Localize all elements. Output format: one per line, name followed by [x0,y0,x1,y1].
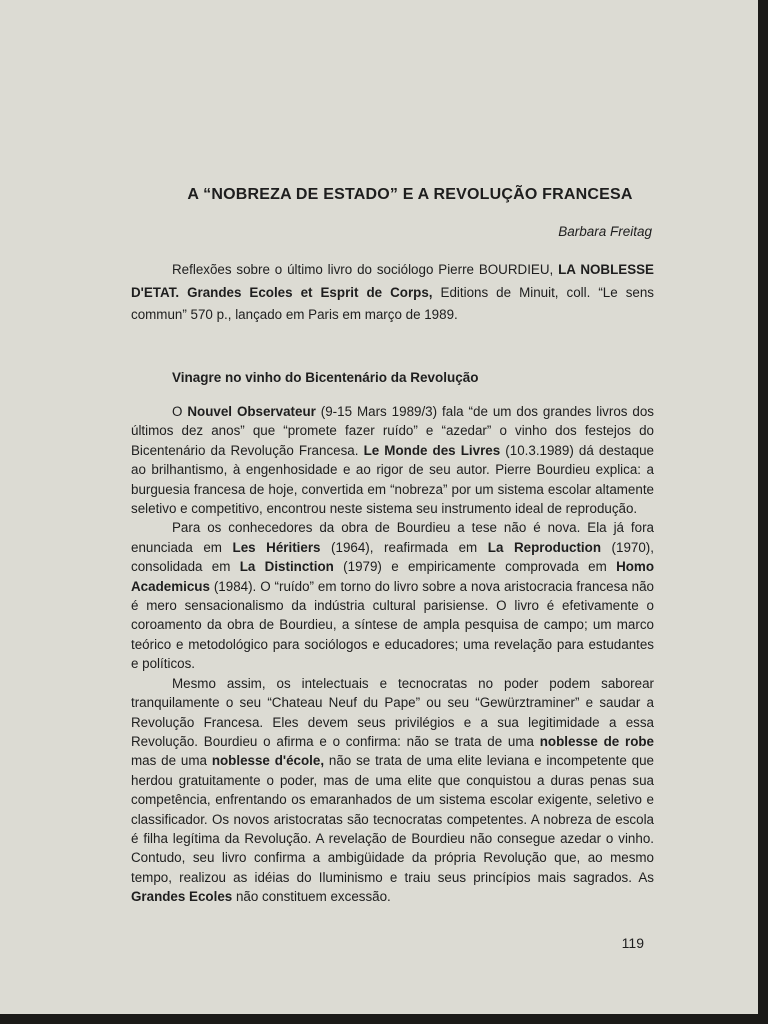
p2-bold-3: La Distinction [239,559,334,575]
p2-bold-1: Les Héritiers [232,539,321,555]
abstract-text-1: Reflexões sobre o último livro do sociólogo Pierre BOURDIEU, [172,262,559,277]
p3-bold-1: noblesse de robe [539,733,654,749]
p3-text-3: não se trata de uma elite leviana e incompetente que herdou gratuitamente o poder, mas de uma elite que conquistou a duras penas sua competência, enfrentando os emaranhados de um sistema escolar exigente, seletivo e classificador. Os novos aristocratas são tecnocratas competentes. A nobreza de escola é filha legítima da Revolução. A revelação de Bourdieu não consegue azedar o vinho. Contudo, seu livro confirma a ambigüidade da própria Revolução que, ao mesmo tempo, realizou as idéias do Iluminismo e traiu seus princípios mais sagrados. As [131,753,654,885]
section-heading: Vinagre no vinho do Bicentenário da Revolução [172,370,479,385]
p1-text-1: O [172,404,188,419]
p1-text-3: (10.3.1989) dá destaque ao brilhantismo, à engenhosidade e ao rigor de seu autor. Pierre Bourdieu explica: a burguesia francesa de hoje, convertida em “nobreza” por um sistema escolar altamente seletivo e competitivo, encontrou neste sistema seu instrumento ideal de reprodução. [131,442,654,517]
p3-bold-3: Grandes Ecoles [131,889,233,905]
p2-text-1: Para os conhecedores da obra de Bourdieu a tese não é nova. Ela já fora enunciada em [131,520,654,555]
page-number: 119 [621,935,644,951]
p3-bold-2: noblesse d'école, [211,753,325,769]
p2-text-2: (1964), reafirmada em [320,539,488,555]
p2-bold-2: La Reproduction [487,539,601,555]
p2-text-4: (1979) e empiricamente comprovada em [333,559,617,575]
abstract-text-2: Editions de Minuit, coll. “Le sens commun” 570 p., lançado em Paris em março de 1989. [131,284,654,322]
article-title: A “NOBREZA DE ESTADO” E A REVOLUÇÃO FRANCESA [187,186,633,203]
abstract-book-title: LA NOBLESSE D'ETAT. Grandes Ecoles et Esprit de Corps, [131,262,654,300]
p2-text-5: (1984). O “ruído” em torno do livro sobre a nova aristocracia francesa não é mero sensacionalismo da indústria cultural parisiense. O livro é efetivamente o coroamento da obra de Bourdieu, a síntese de ampla pesquisa de campo; um marco teórico e metodológico para sociólogos e educadores; uma revelação para estudantes e políticos. [131,578,654,672]
p3-text-1: Mesmo assim, os intelectuais e tecnocratas no poder podem saborear tranquilamente o seu “Chateau Neuf du Pape” ou seu “Gewürztraminer” e saudar a Revolução Francesa. Eles devem seus privilégios e a sua legitimidade a essa Revolução. Bourdieu o afirma e o confirma: não se trata de uma [131,675,654,749]
body-text [131,402,654,907]
p3-text-2: mas de uma [131,753,212,769]
abstract [131,259,654,327]
paragraph-3 [131,674,654,907]
p2-bold-4: Homo Academicus [131,559,654,594]
p3-text-4: não constituem excessão. [232,889,391,905]
paragraph-2 [131,518,654,673]
p1-bold-1: Nouvel Observateur [187,404,316,419]
paragraph-1 [131,402,654,518]
p1-text-2: (9-15 Mars 1989/3) fala “de um dos grandes livros dos últimos dez anos” que “promete fazer ruído” e “azedar” o vinho dos festejos do Bicentenário da Revolução Francesa. [131,404,655,458]
p2-text-3: (1970), consolidada em [131,539,654,575]
p1-bold-2: Le Monde des Livres [363,442,501,458]
author-name: Barbara Freitag [558,224,652,239]
